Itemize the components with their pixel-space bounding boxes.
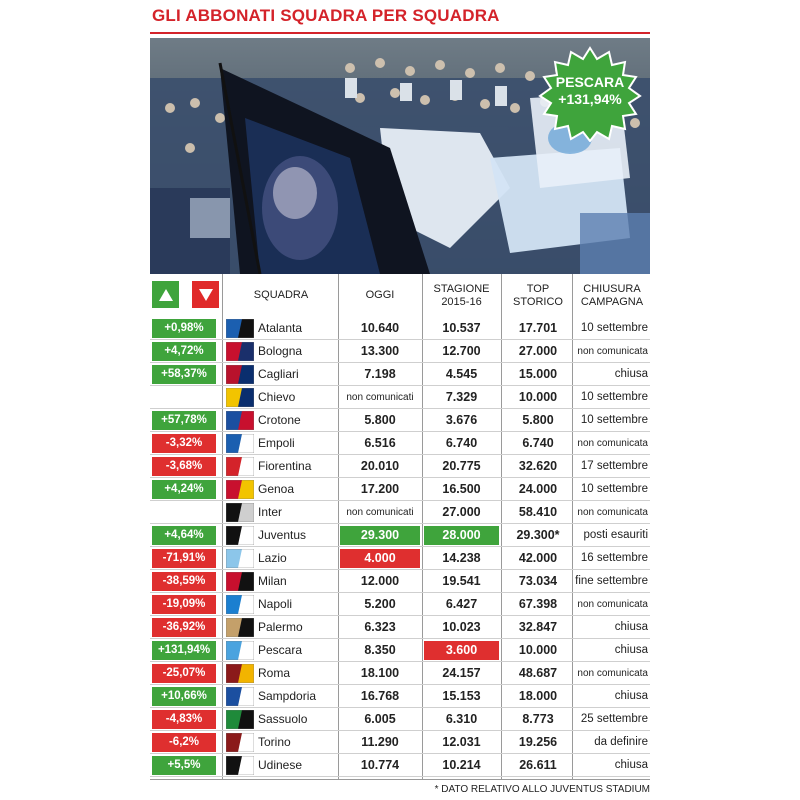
team-crest-icon <box>226 641 254 660</box>
page-title: GLI ABBONATI SQUADRA PER SQUADRA <box>152 6 500 25</box>
cell-chiusura: chiusa <box>614 621 648 633</box>
team-logo-icon <box>226 641 254 660</box>
table-row <box>150 731 650 754</box>
team-crest-icon <box>226 572 254 591</box>
change-percent: -71,91% <box>152 549 216 568</box>
cell-oggi: 16.768 <box>360 689 400 703</box>
cell-oggi: 13.300 <box>360 344 400 358</box>
footnote: * DATO RELATIVO ALLO JUVENTUS STADIUM <box>434 784 650 795</box>
team-logo-icon <box>226 319 254 338</box>
cell-oggi: non comunicati <box>346 392 414 403</box>
up-arrow-box <box>152 281 179 308</box>
cell-chiusura: chiusa <box>614 644 648 656</box>
team-crest-icon <box>226 710 254 729</box>
change-percent: +4,24% <box>152 480 216 499</box>
cell-oggi: non comunicati <box>346 507 414 518</box>
change-percent: -4,83% <box>152 710 216 729</box>
change-percent: -36,92% <box>152 618 216 637</box>
team-crest-icon <box>226 618 254 637</box>
team-name: Lazio <box>258 551 287 565</box>
cell-oggi: 11.290 <box>361 735 399 749</box>
cell-oggi: 7.198 <box>364 367 396 381</box>
change-percent: -6,2% <box>152 733 216 752</box>
badge-percent: +131,94% <box>558 91 622 107</box>
team-crest-icon <box>226 595 254 614</box>
cell-stagione: 16.500 <box>442 482 481 496</box>
table-row <box>150 524 650 547</box>
cell-oggi: 10.640 <box>360 321 400 335</box>
team-logo-icon <box>226 756 254 775</box>
cell-stagione: 6.427 <box>445 597 478 611</box>
cell-stagione: 4.545 <box>445 367 478 381</box>
cell-stagione: 12.700 <box>442 344 481 358</box>
team-crest-icon <box>226 526 254 545</box>
change-percent: +4,64% <box>152 526 216 545</box>
cell-chiusura: 17 settembre <box>580 460 648 472</box>
cell-oggi: 17.200 <box>360 482 400 496</box>
team-logo-icon <box>226 687 254 706</box>
change-percent: +58,37% <box>152 365 216 384</box>
cell-top-storico: 10.000 <box>518 643 558 657</box>
change-percent: -25,07% <box>152 664 216 683</box>
cell-top-storico: 58.410 <box>518 505 558 519</box>
cell-chiusura: non comunicata <box>577 668 648 679</box>
cell-stagione: 6.310 <box>445 712 478 726</box>
cell-top-storico: 27.000 <box>518 344 558 358</box>
cell-stagione: 19.541 <box>442 574 481 588</box>
table-row <box>150 363 650 386</box>
cell-stagione: 10.214 <box>442 758 481 772</box>
cell-chiusura: da definire <box>594 736 648 748</box>
cell-oggi: 4.000 <box>340 549 420 568</box>
cell-oggi: 29.300 <box>340 526 420 545</box>
cell-oggi: 20.010 <box>360 459 400 473</box>
cell-chiusura: non comunicata <box>577 346 648 357</box>
header-stagione: STAGIONE 2015-16 <box>433 282 490 308</box>
header-squadra: SQUADRA <box>253 289 309 301</box>
table-row <box>150 317 650 340</box>
table-row <box>150 754 650 777</box>
cell-top-storico: 8.773 <box>522 712 554 726</box>
table-row <box>150 662 650 685</box>
table-row <box>150 501 650 524</box>
cell-top-storico: 67.398 <box>518 597 558 611</box>
change-percent: +5,5% <box>152 756 216 775</box>
team-name: Atalanta <box>258 321 303 335</box>
cell-chiusura: 10 settembre <box>580 391 648 403</box>
team-logo-icon <box>226 503 254 522</box>
cell-stagione: 12.031 <box>442 735 481 749</box>
header-top-storico: TOP STORICO <box>513 282 563 308</box>
table-row <box>150 639 650 662</box>
team-logo-icon <box>226 733 254 752</box>
team-name: Torino <box>258 735 291 749</box>
team-logo-icon <box>226 388 254 407</box>
team-name: Crotone <box>258 413 301 427</box>
cell-oggi: 10.774 <box>360 758 400 772</box>
team-name: Cagliari <box>258 367 299 381</box>
team-logo-icon <box>226 710 254 729</box>
header-chiusura: CHIUSURA CAMPAGNA <box>580 282 644 308</box>
change-percent: -19,09% <box>152 595 216 614</box>
team-crest-icon <box>226 319 254 338</box>
team-crest-icon <box>226 549 254 568</box>
cell-top-storico: 5.800 <box>522 413 554 427</box>
table-row <box>150 593 650 616</box>
change-percent: +10,66% <box>152 687 216 706</box>
infographic <box>150 0 650 800</box>
team-name: Milan <box>258 574 287 588</box>
team-crest-icon <box>226 480 254 499</box>
cell-stagione: 6.740 <box>445 436 478 450</box>
cell-stagione: 10.537 <box>442 321 481 335</box>
cell-stagione: 28.000 <box>424 526 499 545</box>
down-arrow-box <box>192 281 219 308</box>
cell-stagione: 24.157 <box>442 666 481 680</box>
cell-chiusura: fine settembre <box>575 575 648 587</box>
team-crest-icon <box>226 457 254 476</box>
cell-top-storico: 19.256 <box>518 735 558 749</box>
cell-oggi: 6.005 <box>364 712 396 726</box>
cell-chiusura: chiusa <box>614 759 648 771</box>
cell-stagione: 7.329 <box>445 390 478 404</box>
team-name: Chievo <box>258 390 296 404</box>
cell-top-storico: 18.000 <box>518 689 558 703</box>
team-name: Genoa <box>258 482 295 496</box>
team-logo-icon <box>226 434 254 453</box>
cell-chiusura: 10 settembre <box>580 483 648 495</box>
cell-chiusura: non comunicata <box>577 438 648 449</box>
title-rule <box>150 32 650 34</box>
team-logo-icon <box>226 549 254 568</box>
table-row <box>150 409 650 432</box>
team-name: Roma <box>258 666 291 680</box>
cell-oggi: 18.100 <box>360 666 400 680</box>
row-separator <box>150 776 650 777</box>
cell-top-storico: 48.687 <box>518 666 558 680</box>
team-name: Udinese <box>258 758 303 772</box>
team-name: Napoli <box>258 597 293 611</box>
team-name: Empoli <box>258 436 295 450</box>
table-row <box>150 455 650 478</box>
cell-top-storico: 10.000 <box>518 390 558 404</box>
team-logo-icon <box>226 618 254 637</box>
triangle-up-icon <box>159 289 173 301</box>
team-crest-icon <box>226 733 254 752</box>
team-logo-icon <box>226 411 254 430</box>
cell-oggi: 6.323 <box>364 620 396 634</box>
triangle-down-icon <box>199 289 213 301</box>
cell-stagione: 27.000 <box>442 505 481 519</box>
cell-top-storico: 29.300* <box>516 528 560 542</box>
cell-chiusura: 16 settembre <box>580 552 648 564</box>
cell-top-storico: 15.000 <box>518 367 558 381</box>
team-logo-icon <box>226 342 254 361</box>
change-percent: +57,78% <box>152 411 216 430</box>
cell-oggi: 5.800 <box>364 413 396 427</box>
team-name: Sampdoria <box>258 689 317 703</box>
team-crest-icon <box>226 434 254 453</box>
team-crest-icon <box>226 342 254 361</box>
cell-stagione: 3.600 <box>424 641 499 660</box>
table-row <box>150 478 650 501</box>
cell-chiusura: 10 settembre <box>580 322 648 334</box>
cell-oggi: 5.200 <box>364 597 396 611</box>
cell-top-storico: 32.620 <box>518 459 558 473</box>
header-oggi: OGGI <box>365 289 395 301</box>
change-percent: -38,59% <box>152 572 216 591</box>
table-row <box>150 685 650 708</box>
change-percent: -3,68% <box>152 457 216 476</box>
cell-chiusura: non comunicata <box>577 599 648 610</box>
pescara-badge <box>534 46 646 142</box>
team-logo-icon <box>226 572 254 591</box>
cell-top-storico: 26.611 <box>519 758 557 772</box>
cell-top-storico: 42.000 <box>518 551 558 565</box>
table-row <box>150 432 650 455</box>
team-name: Juventus <box>258 528 307 542</box>
team-logo-icon <box>226 664 254 683</box>
cell-chiusura: 25 settembre <box>580 713 648 725</box>
table-row <box>150 386 650 409</box>
cell-chiusura: 10 settembre <box>580 414 648 426</box>
table-row <box>150 340 650 363</box>
team-crest-icon <box>226 411 254 430</box>
change-percent: +131,94% <box>152 641 216 660</box>
table-row <box>150 547 650 570</box>
cell-top-storico: 73.034 <box>518 574 558 588</box>
cell-oggi: 8.350 <box>364 643 396 657</box>
cell-chiusura: chiusa <box>614 368 648 380</box>
badge-team: PESCARA <box>555 74 625 90</box>
change-percent: +4,72% <box>152 342 216 361</box>
cell-oggi: 12.000 <box>360 574 400 588</box>
cell-stagione: 20.775 <box>442 459 481 473</box>
cell-top-storico: 32.847 <box>518 620 558 634</box>
team-name: Sassuolo <box>258 712 308 726</box>
change-percent: -3,32% <box>152 434 216 453</box>
team-logo-icon <box>226 595 254 614</box>
cell-stagione: 14.238 <box>442 551 481 565</box>
team-logo-icon <box>226 526 254 545</box>
cell-stagione: 10.023 <box>442 620 481 634</box>
team-crest-icon <box>226 388 254 407</box>
table-header <box>150 274 650 317</box>
team-crest-icon <box>226 664 254 683</box>
table-row <box>150 708 650 731</box>
team-crest-icon <box>226 503 254 522</box>
team-crest-icon <box>226 756 254 775</box>
cell-stagione: 15.153 <box>442 689 481 703</box>
cell-stagione: 3.676 <box>445 413 478 427</box>
cell-top-storico: 24.000 <box>518 482 558 496</box>
team-logo-icon <box>226 457 254 476</box>
table-row <box>150 570 650 593</box>
cell-oggi: 6.516 <box>364 436 396 450</box>
cell-top-storico: 17.701 <box>518 321 558 335</box>
cell-top-storico: 6.740 <box>522 436 554 450</box>
team-name: Palermo <box>258 620 303 634</box>
cell-chiusura: posti esauriti <box>583 529 648 541</box>
cell-chiusura: chiusa <box>614 690 648 702</box>
team-name: Bologna <box>258 344 303 358</box>
change-percent: +0,98% <box>152 319 216 338</box>
team-name: Pescara <box>258 643 303 657</box>
team-name: Fiorentina <box>258 459 312 473</box>
team-logo-icon <box>226 480 254 499</box>
team-name: Inter <box>258 505 283 519</box>
team-crest-icon <box>226 365 254 384</box>
stadium-fans-photo <box>150 38 650 274</box>
cell-chiusura: non comunicata <box>577 507 648 518</box>
team-logo-icon <box>226 365 254 384</box>
table-row <box>150 616 650 639</box>
team-crest-icon <box>226 687 254 706</box>
